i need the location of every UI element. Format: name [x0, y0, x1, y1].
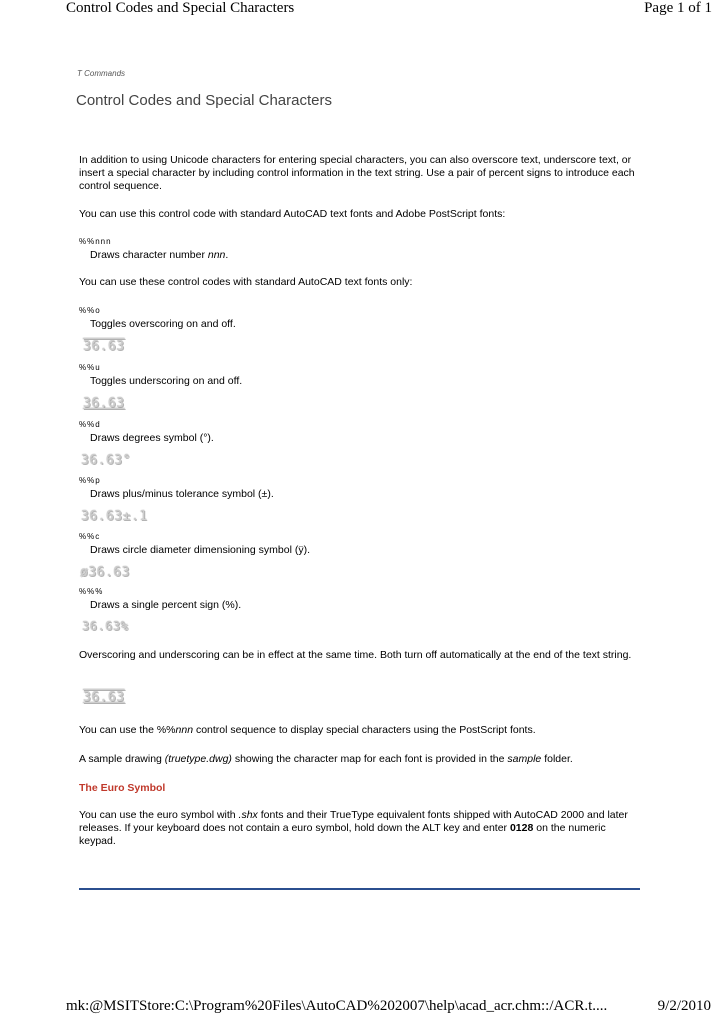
- combo-sample-image: 36.63: [83, 690, 125, 705]
- degrees-sample-image: 36.63°: [81, 453, 131, 468]
- code-plus-minus: %%p: [79, 476, 101, 485]
- underscore-sample-image: 36.63: [83, 396, 125, 411]
- overscore-sample-image: 36.63: [83, 339, 125, 354]
- code-underscore: %%u: [79, 363, 101, 372]
- footer-source-path: mk:@MSITStore:C:\Program%20Files\AutoCAD%202007\help\acad_acr.chm::/ACR.t....: [66, 998, 608, 1014]
- diameter-sample-image: ø36.63: [80, 565, 130, 580]
- autocad-only-paragraph: You can use these control codes with standard AutoCAD text fonts only:: [79, 276, 413, 288]
- code-degrees: %%d: [79, 420, 101, 429]
- header-title: Control Codes and Special Characters: [66, 0, 295, 16]
- code-overscore: %%o: [79, 306, 101, 315]
- code-degrees-description: Draws degrees symbol (°).: [90, 432, 214, 444]
- code-overscore-description: Toggles overscoring on and off.: [90, 318, 236, 330]
- postscript-paragraph: You can use this control code with standard AutoCAD text fonts and Adobe PostScript fonts:: [79, 208, 506, 220]
- page-title: Control Codes and Special Characters: [76, 92, 332, 109]
- header-page-number: Page 1 of 1: [644, 0, 712, 16]
- footer-divider: [79, 888, 640, 890]
- code-nnn-description: Draws character number nnn.: [90, 249, 229, 261]
- code-diameter-description: Draws circle diameter dimensioning symbol (ÿ).: [90, 544, 310, 556]
- code-underscore-description: Toggles underscoring on and off.: [90, 375, 243, 387]
- breadcrumb[interactable]: T Commands: [77, 69, 126, 78]
- code-diameter: %%c: [79, 532, 101, 541]
- euro-paragraph: You can use the euro symbol with .shx fonts and their TrueType equivalent fonts shipped with AutoCAD 2000 and later releases. If your keyboard does not contain a euro symbol, hold down the ALT key and enter 0128 on the numeric keypad.: [79, 809, 628, 847]
- euro-symbol-heading: The Euro Symbol: [79, 782, 166, 794]
- plus-minus-sample-image: 36.63±.1: [81, 509, 148, 524]
- print-header: [0, 0, 719, 20]
- print-footer: [0, 998, 719, 1017]
- sample-drawing-paragraph: A sample drawing (truetype.dwg) showing the character map for each font is provided in the sample folder.: [79, 753, 573, 765]
- percent-sample-image: 36.63%: [82, 619, 129, 633]
- code-plus-minus-description: Draws plus/minus tolerance symbol (±).: [90, 488, 274, 500]
- code-nnn: %%nnn: [79, 237, 112, 246]
- intro-paragraph: In addition to using Unicode characters for entering special characters, you can also overscore text, underscore text, or insert a special character by including control information in the text string. Use a pair of percent signs to introduce each control sequence.: [79, 154, 635, 192]
- code-percent: %%%: [79, 587, 104, 596]
- combo-paragraph: Overscoring and underscoring can be in effect at the same time. Both turn off automatically at the end of the text string.: [79, 649, 632, 661]
- code-percent-description: Draws a single percent sign (%).: [90, 599, 242, 611]
- footer-date: 9/2/2010: [657, 998, 711, 1014]
- nnn-postscript-paragraph: You can use the %%nnn control sequence to display special characters using the PostScript fonts.: [79, 724, 536, 736]
